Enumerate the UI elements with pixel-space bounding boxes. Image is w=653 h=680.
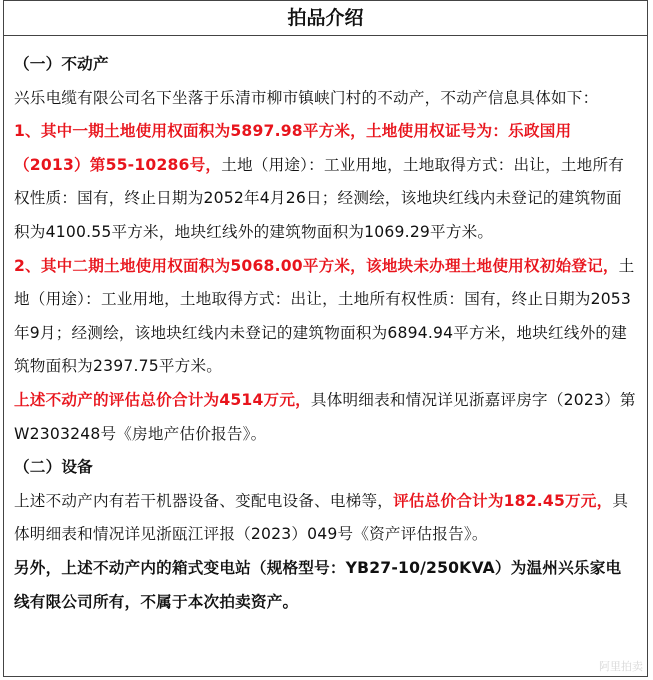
item-2-highlight: 2、其中二期土地使用权面积为5068.00平方米，该地块未办理土地使用权初始登记， xyxy=(14,256,619,275)
real-estate-total-details: 具体明细表和情况详见浙嘉评房字（2023）第W2303248号《房地产估价报告》。 xyxy=(14,390,636,443)
equipment-details: 具体明细表和情况详见浙瓯江评报（2023）049号《资产评估报告》。 xyxy=(14,491,629,544)
page-title: 拍品介绍 xyxy=(4,1,647,36)
equipment-paragraph xyxy=(14,485,637,552)
description-table xyxy=(3,0,648,677)
section-heading-real-estate: （一）不动产 xyxy=(14,55,109,73)
real-estate-item-1 xyxy=(14,115,637,249)
exclusion-note: 另外，上述不动产内的箱式变电站（规格型号：YB27-10/250KVA）为温州兴乐家电线有限公司所有，不属于本次拍卖资产。 xyxy=(14,558,622,611)
real-estate-total-highlight: 上述不动产的评估总价合计为4514万元， xyxy=(14,390,311,409)
description-content xyxy=(4,36,647,619)
equipment-total-highlight: 评估总价合计为182.45万元， xyxy=(393,491,613,510)
item-2-details: 土地（用途）：工业用地，土地取得方式：出让，土地所有权性质：国有，终止日期为2053年9月；经测绘，该地块红线内未登记的建筑物面积为6894.94平方米，地块红线外的建筑物面积为2397.75平方米。 xyxy=(14,256,635,376)
item-1-details: 土地（用途）：工业用地，土地取得方式：出让，土地所有权性质：国有，终止日期为2052年4月26日；经测绘，该地块红线内未登记的建筑物面积为4100.55平方米，地块红线外的建筑物面积为1069.29平方米。 xyxy=(14,155,625,241)
equipment-intro: 上述不动产内有若干机器设备、变配电设备、电梯等， xyxy=(14,491,394,510)
item-1-highlight: 1、其中一期土地使用权面积为5897.98平方米，土地使用权证号为：乐政国用（2013）第55-10286号， xyxy=(14,122,572,174)
real-estate-item-2 xyxy=(14,250,637,384)
section-heading-equipment: （二）设备 xyxy=(14,458,93,477)
watermark: 阿里拍卖 xyxy=(599,660,643,673)
real-estate-total xyxy=(14,384,637,451)
real-estate-intro: 兴乐电缆有限公司名下坐落于乐清市柳市镇峡门村的不动产，不动产信息具体如下： xyxy=(14,88,599,107)
